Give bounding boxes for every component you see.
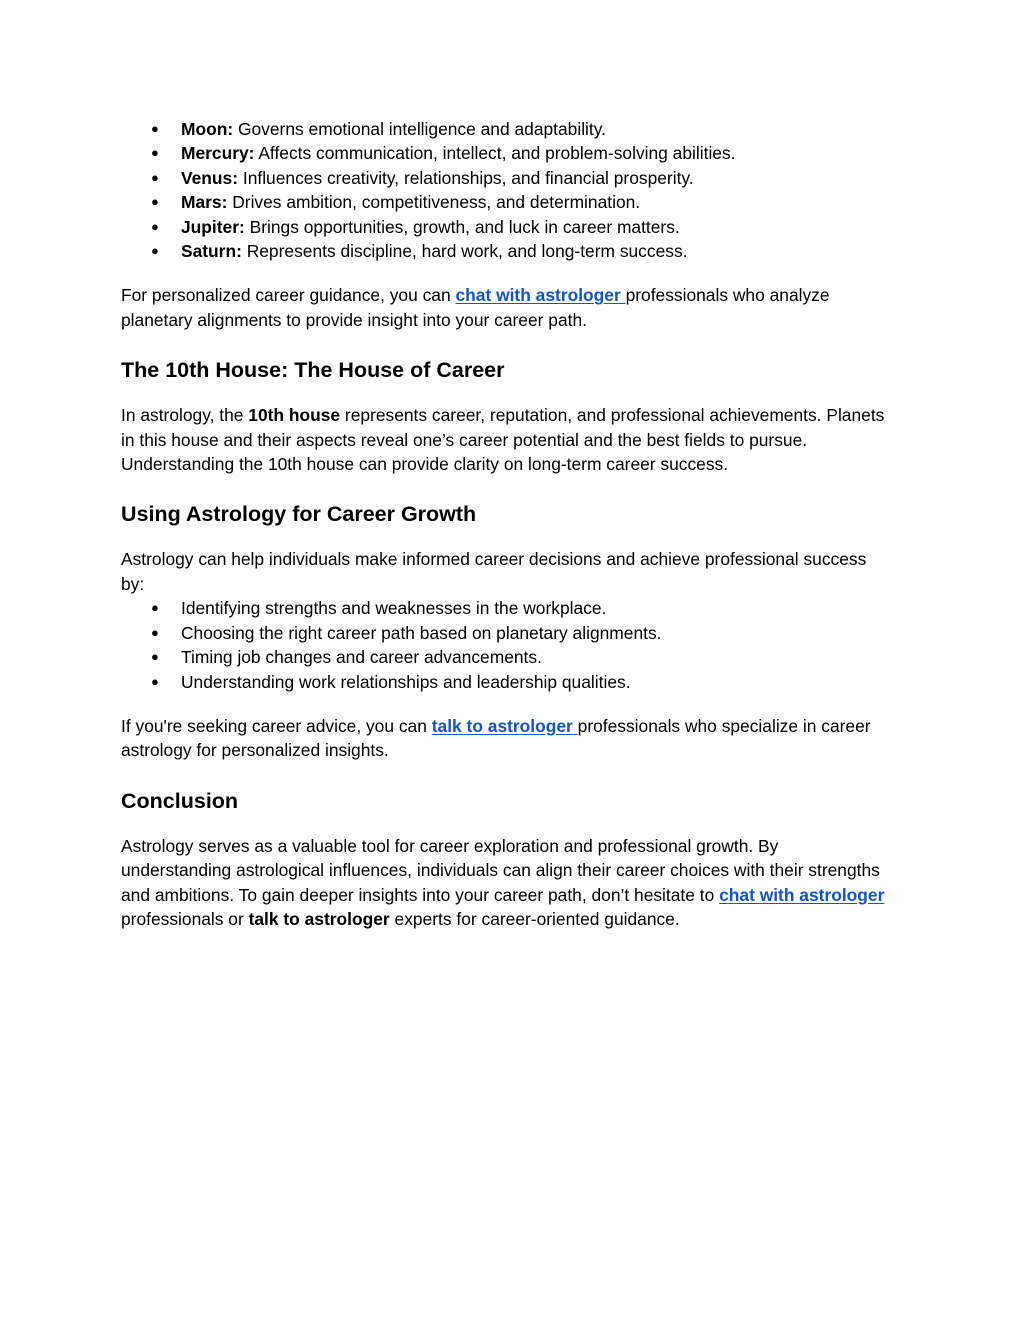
planet-name: Saturn:: [181, 241, 242, 262]
advice-paragraph: [121, 714, 891, 763]
guidance-paragraph: [121, 283, 891, 332]
tenth-house-paragraph: [121, 403, 891, 476]
planet-description: Drives ambition, competitiveness, and determination.: [227, 192, 641, 213]
planet-description: Represents discipline, hard work, and long-term success.: [241, 241, 688, 262]
list-item: [121, 190, 891, 214]
bullet-icon: ●: [151, 649, 159, 665]
list-item: [121, 621, 891, 645]
conclusion-paragraph: [121, 834, 891, 932]
conclusion-heading: Conclusion: [121, 788, 239, 813]
bullet-icon: ●: [151, 145, 159, 161]
bullet-icon: ●: [151, 600, 159, 616]
planet-description: Affects communication, intellect, and problem-solving abilities.: [254, 143, 736, 164]
list-item: [121, 670, 891, 694]
planet-description: Governs emotional intelligence and adaptability.: [233, 119, 606, 139]
conclusion-text-after: experts for career-oriented guidance.: [389, 908, 680, 929]
bullet-icon: ●: [151, 121, 159, 136]
chat-with-astrologer-link[interactable]: chat with astrologer: [719, 884, 885, 905]
tenth-house-text-before: In astrology, the: [121, 405, 249, 426]
planet-name: Mars:: [181, 192, 228, 213]
planet-description: Brings opportunities, growth, and luck in career matters.: [244, 216, 680, 237]
list-item-text: Understanding work relationships and leadership qualities.: [181, 671, 631, 692]
planet-list: [121, 117, 891, 263]
list-item: [121, 141, 891, 165]
planet-name: Mercury:: [181, 143, 255, 164]
tenth-house-bold: 10th house: [248, 405, 341, 426]
tenth-house-text-after: represents career, reputation, and professional achievements. Planets in this house and their aspects reveal one’s career potential and the best fields to pursue. Understanding the 10th house can provide clarity on long-term career success.: [121, 405, 885, 475]
document-page: [121, 117, 891, 931]
list-item: [121, 239, 891, 263]
list-item: [121, 117, 891, 141]
bullet-icon: ●: [151, 624, 159, 640]
conclusion-text-middle: professionals or: [121, 908, 249, 929]
advice-text-before: If you're seeking career advice, you can: [121, 715, 432, 736]
bullet-icon: ●: [151, 673, 159, 689]
career-growth-intro: Astrology can help individuals make informed career decisions and achieve professional success by:: [121, 549, 867, 594]
list-item: [121, 215, 891, 239]
list-item-text: Choosing the right career path based on planetary alignments.: [181, 622, 662, 643]
bullet-icon: ●: [151, 243, 159, 259]
conclusion-text-before: Astrology serves as a valuable tool for career exploration and professional growth. By understanding astrological influences, individuals can align their career choices with their strengths and ambitions. To gain deeper insights into your career path, don’t hesitate to: [121, 835, 880, 905]
list-item-text: Timing job changes and career advancements.: [181, 647, 542, 668]
list-item-text: Identifying strengths and weaknesses in the workplace.: [181, 598, 607, 619]
list-item: [121, 166, 891, 190]
conclusion-bold: talk to astrologer: [248, 908, 390, 929]
tenth-house-heading: The 10th House: The House of Career: [121, 358, 505, 383]
career-growth-list: [121, 596, 891, 694]
bullet-icon: ●: [151, 169, 159, 185]
guidance-text-after: professionals who analyze planetary alignments to provide insight into your career path.: [121, 285, 830, 330]
bullet-icon: ●: [151, 218, 159, 234]
planet-name: Venus:: [181, 167, 239, 188]
guidance-text-before: For personalized career guidance, you can: [121, 285, 456, 306]
list-item: [121, 596, 891, 620]
career-growth-heading: Using Astrology for Career Growth: [121, 502, 477, 527]
advice-text-after: professionals who specialize in career astrology for personalized insights.: [121, 715, 871, 761]
planet-name: Jupiter:: [181, 216, 245, 237]
talk-to-astrologer-link[interactable]: talk to astrologer: [431, 715, 578, 736]
bullet-icon: ●: [151, 194, 159, 210]
planet-name: Moon:: [181, 119, 234, 139]
planet-description: Influences creativity, relationships, and financial prosperity.: [238, 167, 694, 188]
chat-with-astrologer-link[interactable]: chat with astrologer: [455, 285, 626, 306]
list-item: [121, 645, 891, 669]
